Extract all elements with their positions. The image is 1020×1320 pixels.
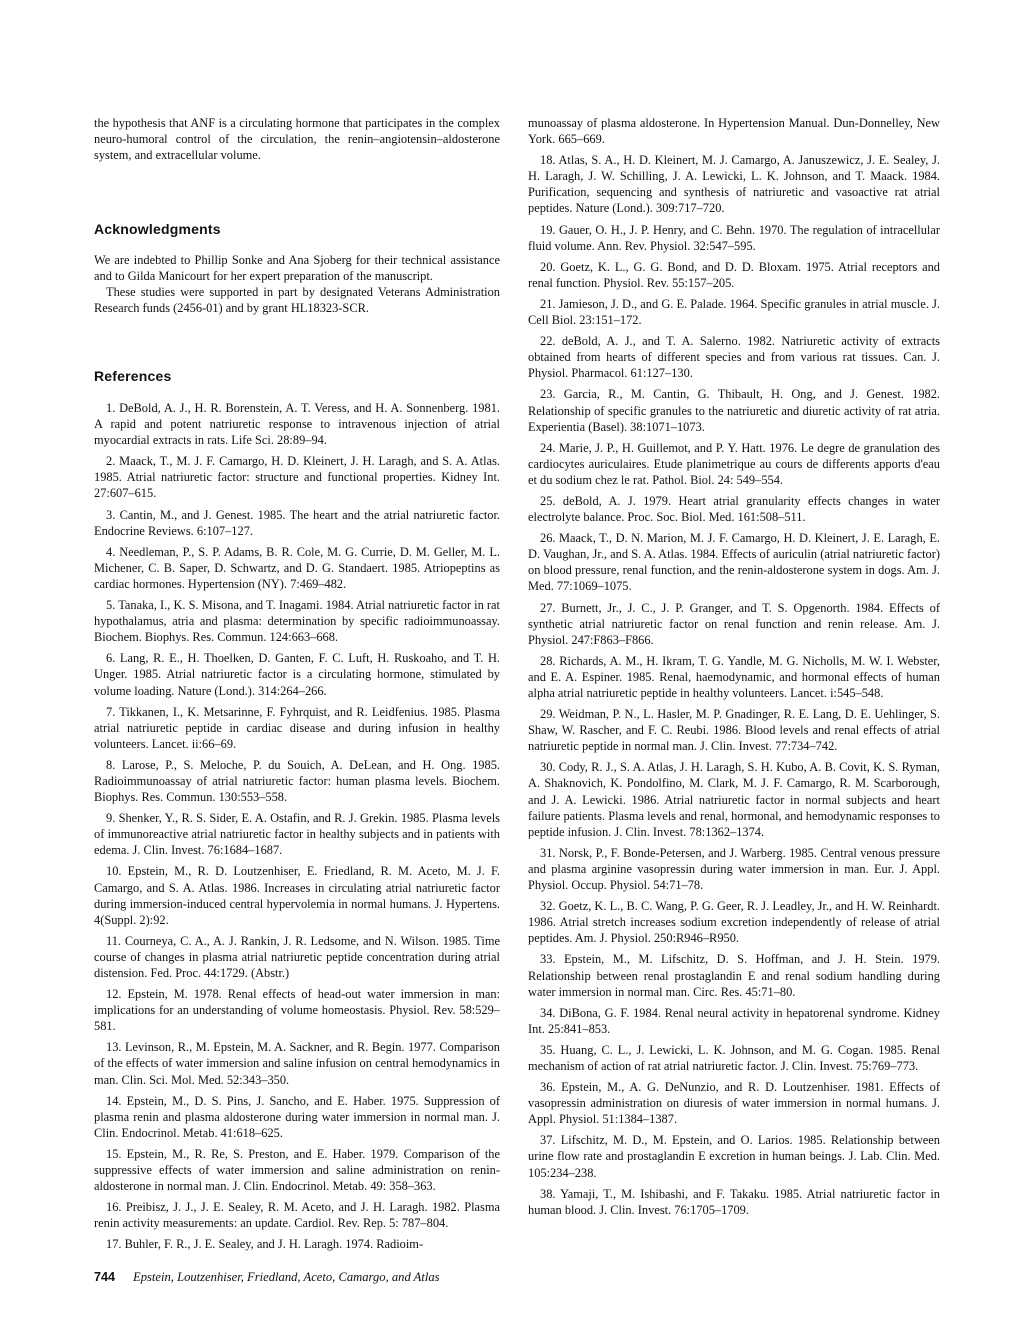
reference-item: 14. Epstein, M., D. S. Pins, J. Sancho, and E. Haber. 1975. Suppression of plasma renin and plasma aldosterone during water immersion in normal man. J. Clin. Endocrinol. Metab. 41:618–625.	[94, 1093, 500, 1140]
reference-item: 15. Epstein, M., R. Re, S. Preston, and E. Haber. 1979. Comparison of the suppressive effects of water immersion and saline administration on renin-aldosterone in normal man. J. Clin. Endocrinol. Metab. 49: 358–363.	[94, 1146, 500, 1194]
reference-item: 5. Tanaka, I., K. S. Misona, and T. Inagami. 1984. Atrial natriuretic factor in rat hypothalamus, atria and plasma: determination by specific radioimmunoassay. Biochem. Biophys. Res. Commun. 124:663–668.	[94, 598, 500, 645]
references-list-right	[528, 115, 940, 1223]
reference-item: 19. Gauer, O. H., J. P. Henry, and C. Behn. 1970. The regulation of intracellular fluid volume. Ann. Rev. Physiol. 32:547–595.	[528, 222, 940, 253]
reference-item: 11. Courneya, C. A., A. J. Rankin, J. R. Ledsome, and N. Wilson. 1985. Time course of changes in plasma atrial natriuretic peptide concentration during atrial distension. Fed. Proc. 44:1729. (Abstr.)	[94, 933, 500, 980]
reference-item: 3. Cantin, M., and J. Genest. 1985. The heart and the atrial natriuretic factor. Endocrine Reviews. 6:107–127.	[94, 507, 500, 538]
reference-item: 21. Jamieson, J. D., and G. E. Palade. 1964. Specific granules in atrial muscle. J. Cell Biol. 23:151–172.	[528, 296, 940, 328]
page-number: 744	[94, 1270, 116, 1284]
reference-item: 23. Garcia, R., M. Cantin, G. Thibault, H. Ong, and J. Genest. 1982. Relationship of specific granules to the natriuretic and diuretic activity of rat atria. Experientia (Basel). 38:1071–1073.	[528, 387, 940, 434]
reference-item: 26. Maack, T., D. N. Marion, M. J. F. Camargo, H. D. Kleinert, J. E. Laragh, E. D. Vaughan, Jr., and S. A. Atlas. 1984. Effects of auriculin (atrial natriuretic factor) on blood pressure, renal function, and the renin-aldosterone system in dogs. Am. J. Med. 77:1069–1075.	[528, 531, 940, 594]
intro-paragraph: the hypothesis that ANF is a circulating hormone that participates in the complex neuro-humoral control of the circulation, the renin–angiotensin–aldosterone system, and extracellular volume.	[94, 116, 500, 163]
reference-item: 7. Tikkanen, I., K. Metsarinne, F. Fyhrquist, and R. Leidfenius. 1985. Plasma atrial natriuretic peptide in cardiac disease and during infusion in healthy volunteers. Lancet. ii:66–69.	[94, 704, 500, 751]
reference-item: 27. Burnett, Jr., J. C., J. P. Granger, and T. S. Opgenorth. 1984. Effects of synthetic atrial natriuretic factor on renal function and renin release. Am. J. Physiol. 247:F863–F866.	[528, 600, 940, 647]
acknowledgments-paragraph-2: These studies were supported in part by designated Veterans Administration Research funds (2456-01) and by grant HL18323-SCR.	[94, 285, 500, 316]
reference-item: 37. Lifschitz, M. D., M. Epstein, and O. Larios. 1985. Relationship between urine flow rate and prostaglandin E excretion in human beings. J. Lab. Clin. Med. 105:234–238.	[528, 1133, 940, 1180]
reference-item: 36. Epstein, M., A. G. DeNunzio, and R. D. Loutzenhiser. 1981. Effects of vasopressin administration on diuresis of water immersion in normal humans. J. Appl. Physiol. 51:1384–1387.	[528, 1080, 940, 1127]
reference-item: 34. DiBona, G. F. 1984. Renal neural activity in hepatorenal syndrome. Kidney Int. 25:841–853.	[528, 1005, 940, 1036]
page-footer	[94, 1270, 440, 1285]
reference-item: 25. deBold, A. J. 1979. Heart atrial granularity effects changes in water electrolyte balance. Proc. Soc. Biol. Med. 161:508–511.	[528, 493, 940, 525]
reference-item: 2. Maack, T., M. J. F. Camargo, H. D. Kleinert, J. H. Laragh, and S. A. Atlas. 1985. Atrial natriuretic factor: structure and functional properties. Kidney Int. 27:607–615.	[94, 454, 500, 501]
reference-item: 6. Lang, R. E., H. Thoelken, D. Ganten, F. C. Luft, H. Ruskoaho, and T. H. Unger. 1985. Atrial natriuretic factor is a circulating hormone, stimulated by volume loading. Nature (Lond.). 314:264–266.	[94, 651, 500, 698]
reference-item: 12. Epstein, M. 1978. Renal effects of head-out water immersion in man: implications for an understanding of volume homeostasis. Physiol. Rev. 58:529–581.	[94, 987, 500, 1034]
references-heading: References	[94, 368, 172, 384]
reference-item: 16. Preibisz, J. J., J. E. Sealey, R. M. Aceto, and J. H. Laragh. 1982. Plasma renin activity measurements: an update. Cardiol. Rev. Rep. 5: 787–804.	[94, 1200, 500, 1231]
reference-item: 31. Norsk, P., F. Bonde-Petersen, and J. Warberg. 1985. Central venous pressure and plasma arginine vasopressin during water immersion in man. Eur. J. Appl. Physiol. Occup. Physiol. 54:71–78.	[528, 845, 940, 893]
reference-item: 24. Marie, J. P., H. Guillemot, and P. Y. Hatt. 1976. Le degre de granulation des cardiocytes auriculaires. Etude planimetrique au cours de differents apports d'eau et du sodium chez le rat. Pathol. Biol. 24: 549–554.	[528, 440, 940, 487]
reference-item: 33. Epstein, M., M. Lifschitz, D. S. Hoffman, and J. H. Stein. 1979. Relationship between renal prostaglandin E and renal sodium handling during water immersion in normal man. Circ. Res. 45:71–80.	[528, 952, 940, 999]
reference-item: 28. Richards, A. M., H. Ikram, T. G. Yandle, M. G. Nicholls, M. W. I. Webster, and E. A. Espiner. 1985. Renal, haemodynamic, and hormonal effects of human alpha atrial natriuretic peptide in healthy volunteers. Lancet. i:545–548.	[528, 653, 940, 700]
reference-item: 20. Goetz, K. L., G. G. Bond, and D. D. Bloxam. 1975. Atrial receptors and renal function. Physiol. Rev. 55:157–205.	[528, 259, 940, 290]
references-list-left	[94, 400, 500, 1258]
reference-item: 18. Atlas, S. A., H. D. Kleinert, M. J. Camargo, A. Januszewicz, J. E. Sealey, J. H. Laragh, J. W. Schilling, J. A. Lewicki, L. K. Johnson, and T. Maack. 1984. Purification, sequencing and synthesis of natriuretic and vasoactive rat atrial peptides. Nature (Lond.). 309:717–720.	[528, 153, 940, 216]
footer-authors: Epstein, Loutzenhiser, Friedland, Aceto, Camargo, and Atlas	[133, 1270, 440, 1284]
reference-continuation: munoassay of plasma aldosterone. In Hypertension Manual. Dun-Donnelley, New York. 665–669.	[528, 116, 940, 147]
reference-item: 8. Larose, P., S. Meloche, P. du Souich, A. DeLean, and H. Ong. 1985. Radioimmunoassay of atrial natriuretic factor: human plasma levels. Biochem. Biophys. Res. Commun. 130:553–558.	[94, 757, 500, 805]
reference-item: 22. deBold, A. J., and T. A. Salerno. 1982. Natriuretic activity of extracts obtained from hearts of different species and from various rat tissues. Can. J. Physiol. Pharmacol. 61:127–130.	[528, 334, 940, 381]
reference-item: 30. Cody, R. J., S. A. Atlas, J. H. Laragh, S. H. Kubo, A. B. Covit, K. S. Ryman, A. Shaknovich, K. Pondolfino, M. Clark, M. J. F. Camargo, R. M. Scarborough, and J. A. Lewicki. 1986. Atrial natriuretic factor in normal subjects and heart failure patients. Plasma levels and renal, hormonal, and hemodynamic responses to peptide infusion. J. Clin. Invest. 78:1362–1374.	[528, 760, 940, 839]
acknowledgments-heading: Acknowledgments	[94, 221, 221, 237]
reference-item: 32. Goetz, K. L., B. C. Wang, P. G. Geer, R. J. Leadley, Jr., and H. W. Reinhardt. 1986. Atrial stretch increases sodium excretion independently of release of atrial peptides. Am. J. Physiol. 250:R946–R950.	[528, 899, 940, 946]
acknowledgments-paragraph-1: We are indebted to Phillip Sonke and Ana Sjoberg for their technical assistance and to Gilda Manicourt for her expert preparation of the manuscript.	[94, 253, 500, 284]
reference-item: 9. Shenker, Y., R. S. Sider, E. A. Ostafin, and R. J. Grekin. 1985. Plasma levels of immunoreactive atrial natriuretic factor in healthy subjects and in patients with edema. J. Clin. Invest. 76:1684–1687.	[94, 811, 500, 858]
reference-item: 10. Epstein, M., R. D. Loutzenhiser, E. Friedland, R. M. Aceto, M. J. F. Camargo, and S. A. Atlas. 1986. Increases in circulating atrial natriuretic factor during immersion-induced central hypervolemia in normal humans. J. Hypertens. 4(Suppl. 2):92.	[94, 864, 500, 927]
reference-item: 1. DeBold, A. J., H. R. Borenstein, A. T. Veress, and H. A. Sonnenberg. 1981. A rapid and potent natriuretic response to intravenous injection of atrial myocardial extracts in rats. Life Sci. 28:89–94.	[94, 401, 500, 448]
reference-item: 13. Levinson, R., M. Epstein, M. A. Sackner, and R. Begin. 1977. Comparison of the effects of water immersion and saline infusion on central hemodynamics in man. Clin. Sci. Mol. Med. 52:343–350.	[94, 1040, 500, 1087]
reference-item: 4. Needleman, P., S. P. Adams, B. R. Cole, M. G. Currie, D. M. Geller, M. L. Michener, C. B. Saper, D. Schwartz, and D. G. Standaert. 1985. Atriopeptins as cardiac hormones. Hypertension (NY). 7:469–482.	[94, 544, 500, 591]
reference-item: 29. Weidman, P. N., L. Hasler, M. P. Gnadinger, R. E. Lang, D. E. Uehlinger, S. Shaw, W. Rascher, and F. C. Reubi. 1986. Blood levels and renal effects of atrial natriuretic peptide in normal man. J. Clin. Invest. 77:734–742.	[528, 707, 940, 754]
reference-item: 38. Yamaji, T., M. Ishibashi, and F. Takaku. 1985. Atrial natriuretic factor in human blood. J. Clin. Invest. 76:1705–1709.	[528, 1186, 940, 1217]
acknowledgments-body	[94, 252, 500, 316]
reference-item: 35. Huang, C. L., J. Lewicki, L. K. Johnson, and M. G. Cogan. 1985. Renal mechanism of action of rat atrial natriuretic factor. J. Clin. Invest. 75:769–773.	[528, 1042, 940, 1073]
reference-item: 17. Buhler, F. R., J. E. Sealey, and J. H. Laragh. 1974. Radioim-	[106, 1237, 424, 1252]
